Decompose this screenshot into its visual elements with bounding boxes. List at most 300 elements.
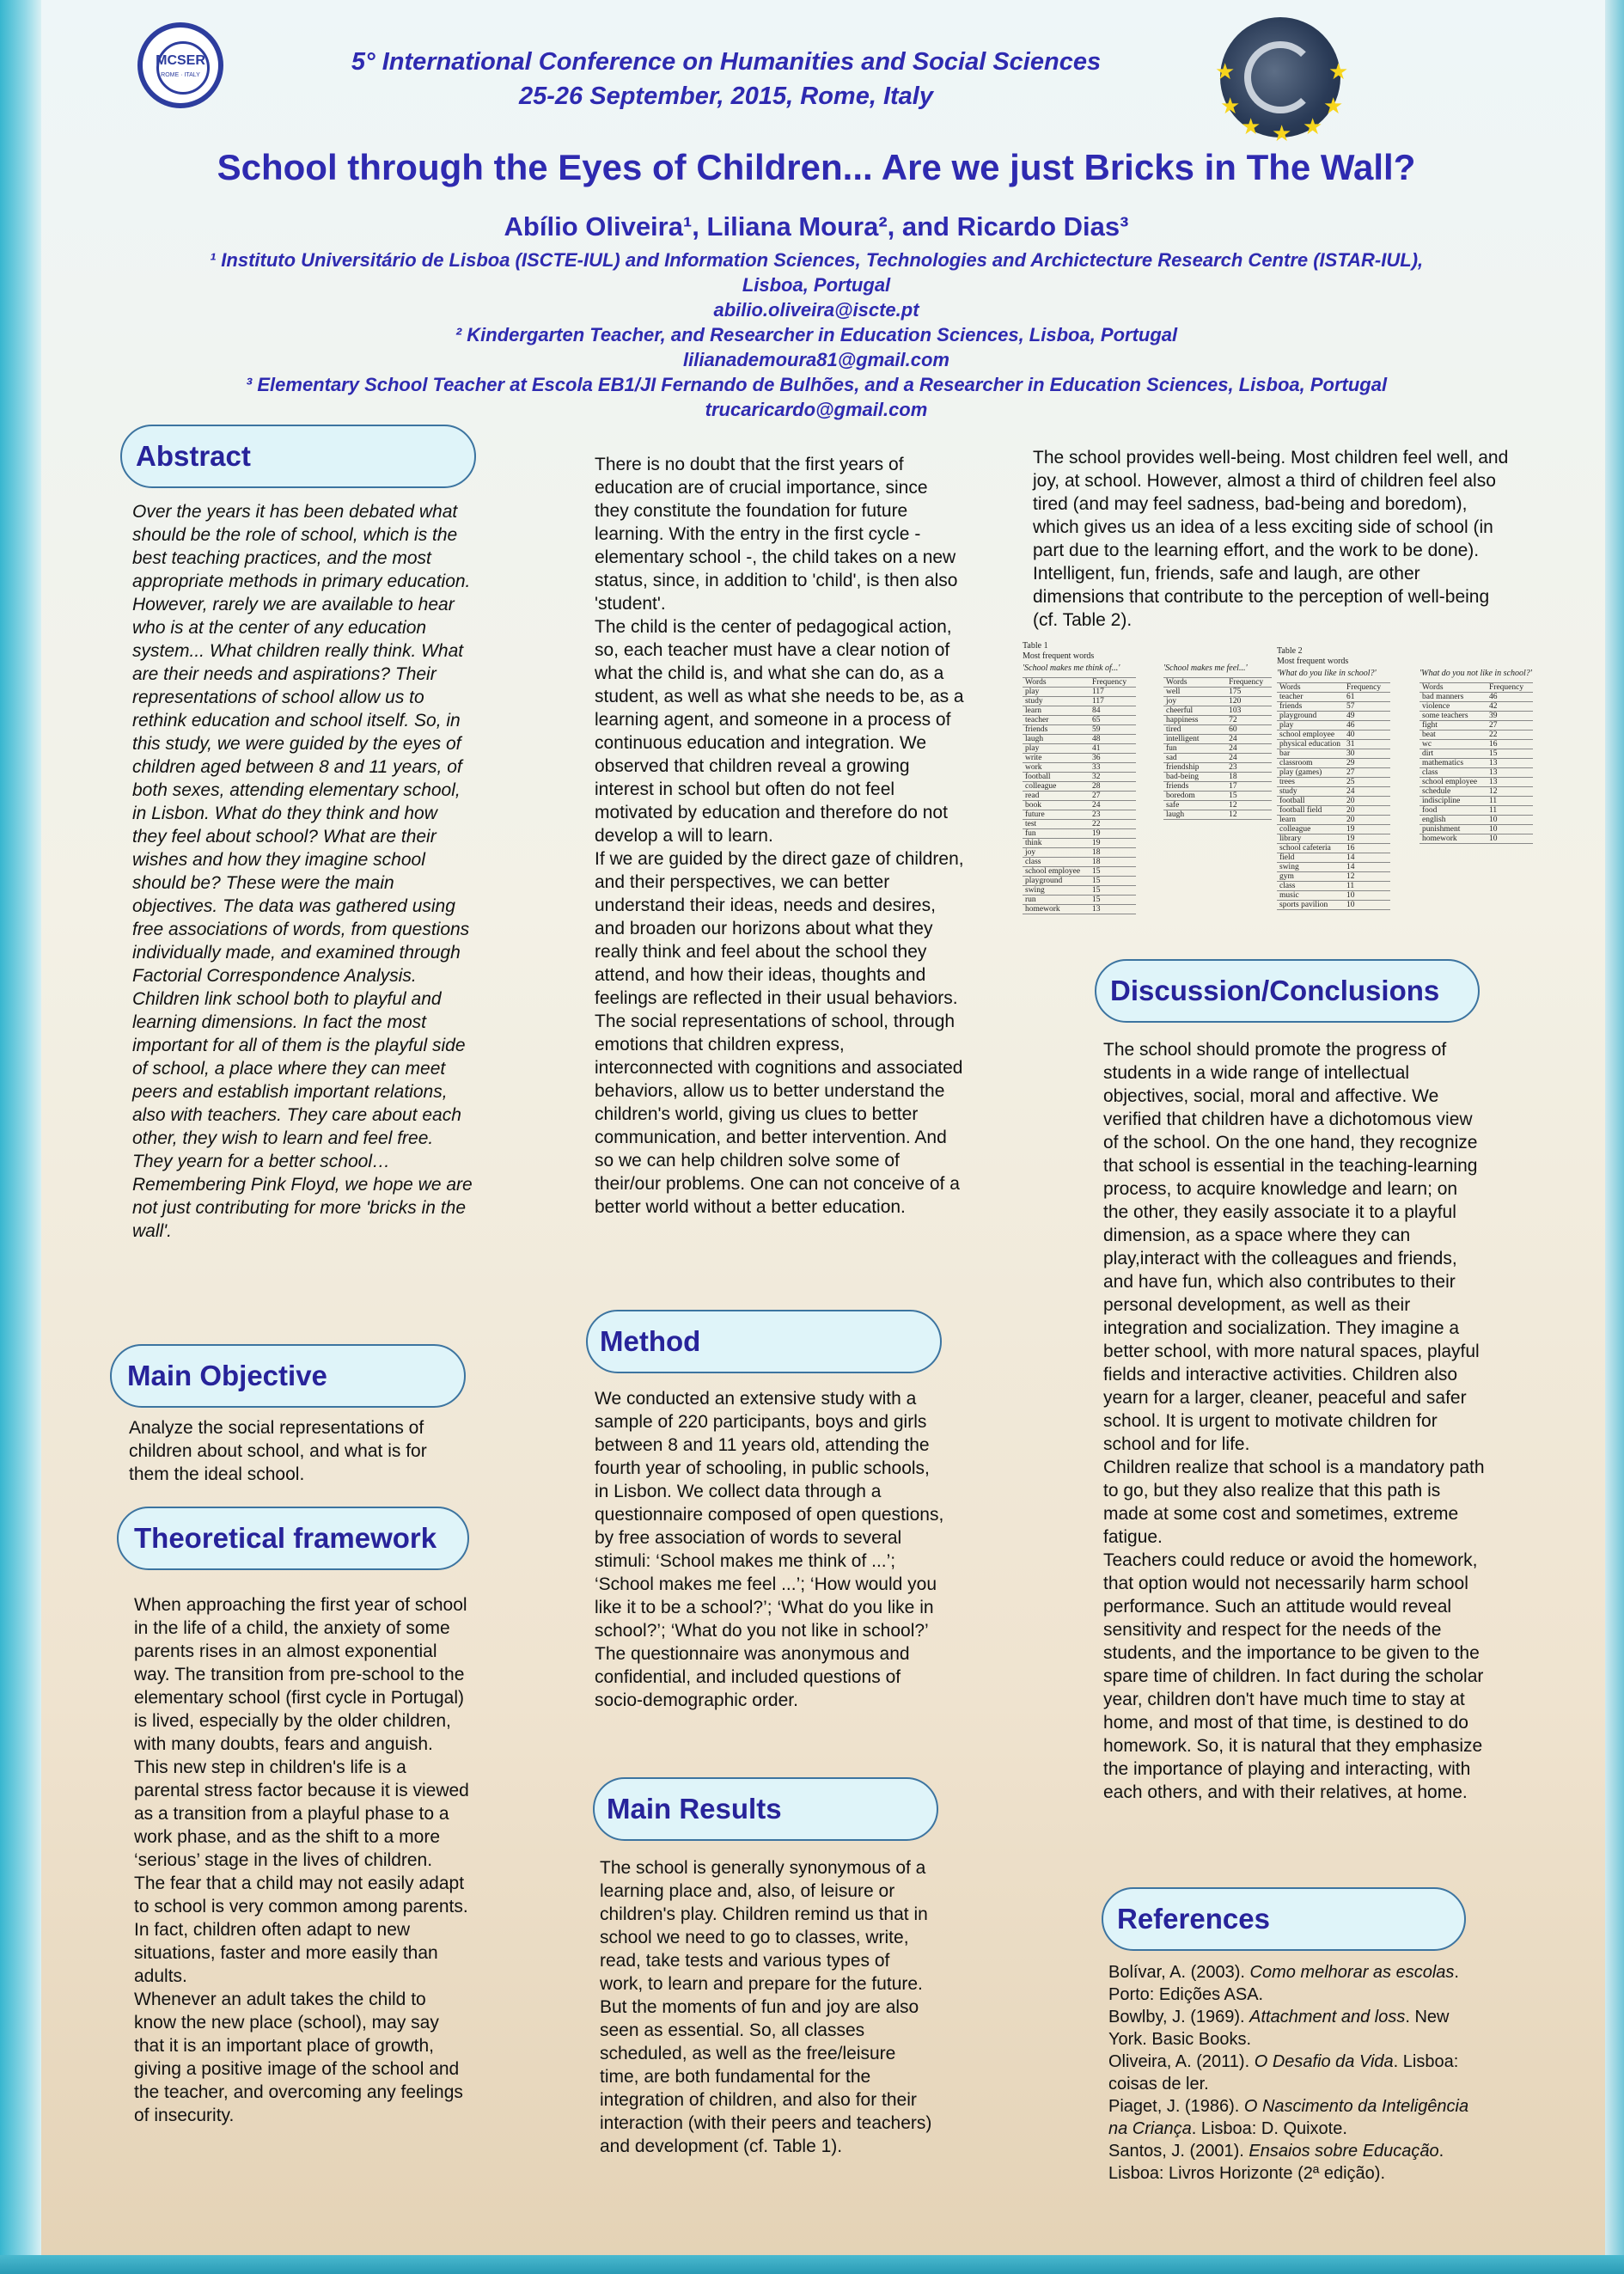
table-frequency-cell: 19 <box>1344 834 1390 844</box>
table-frequency-cell: 14 <box>1344 863 1390 872</box>
method-paragraph: We conducted an extensive study with a sample of 220 participants, boys and girls between 8 and 11 years old, attending the fourth year of schooling, in public schools, in Lisbon. We collect data through a questionnaire composed of open questions, by free association of words to several stimuli: ‘School makes me think of ...’; ‘School makes me feel ...’; ‘How would you like it to be a school?’; ‘What do you like in school?’; ‘What do you not like in school?’ <box>595 1389 944 1641</box>
table-word-cell: trees <box>1277 778 1344 787</box>
table-header-cell: Frequency <box>1487 683 1533 693</box>
table-frequency-cell: 14 <box>1344 853 1390 863</box>
table-frequency-cell: 24 <box>1344 787 1390 797</box>
table-row <box>1023 896 1136 905</box>
table-frequency-cell: 20 <box>1344 806 1390 816</box>
table-frequency-cell: 117 <box>1090 688 1136 697</box>
table-header-cell: Frequency <box>1226 678 1272 688</box>
table-row <box>1277 702 1390 712</box>
table-row <box>1163 706 1272 716</box>
table-2-stimulus-a: 'What do you like in school?' <box>1277 669 1377 678</box>
table-frequency-cell: 24 <box>1226 744 1272 754</box>
table-1-caption: Table 1 <box>1023 641 1048 651</box>
table-word-cell: joy <box>1163 697 1226 706</box>
table-row <box>1023 763 1136 773</box>
table-word-cell: work <box>1023 763 1090 773</box>
reference-item: Santos, J. (2001). Ensaios sobre Educação. Lisboa: Livros Horizonte (2ª edição). <box>1108 2142 1444 2183</box>
table-word-cell: fun <box>1023 829 1090 839</box>
table-row <box>1023 782 1136 792</box>
table-word-cell: school employee <box>1419 778 1487 787</box>
table-frequency-cell: 46 <box>1487 693 1533 702</box>
table-word-cell: teacher <box>1277 693 1344 702</box>
table-frequency-cell: 41 <box>1090 744 1136 754</box>
table-row <box>1023 810 1136 820</box>
discussion-paragraph: The school should promote the progress of students in a wide range of intellectual objectives, social, moral and affective. We verified that children have a dichotomous view of the school. On the one hand, they recognize that school is essential in the teaching-learning process, to acquire knowledge and learn; on the other, they easily associate it to a playful dimension, as a space where they can play,interact with the colleagues and friends, and have fun, which also contributes to their personal development, as well as their integration and socialization. They imagine a better school, with more natural spaces, playful fields and interactive activities. Children also yearn for a larger, cleaner, peaceful and safer school. It is urgent to motivate children for school and for life. <box>1103 1040 1480 1454</box>
table-frequency-cell: 18 <box>1090 858 1136 867</box>
table-word-cell: physical education <box>1277 740 1344 749</box>
table-row <box>1023 905 1136 914</box>
table-header-cell: Frequency <box>1090 678 1136 688</box>
table-row <box>1277 891 1390 901</box>
discussion-heading: Discussion/Conclusions <box>1095 959 1480 1023</box>
table-frequency-cell: 15 <box>1090 867 1136 877</box>
table-row <box>1419 768 1533 778</box>
affiliation-line: ² Kindergarten Teacher, and Researcher in Education Sciences, Lisboa, Portugal <box>455 324 1178 345</box>
table-row <box>1023 867 1136 877</box>
method-paragraph: The questionnaire was anonymous and confidential, and included questions of socio-demographic order. <box>595 1644 910 1710</box>
table-row <box>1419 702 1533 712</box>
table-row <box>1277 872 1390 882</box>
affiliation-line: ¹ Instituto Universitário de Lisboa (ISCTE-IUL) and Information Sciences, Technologies and Archictecture Research Centre (ISTAR-IUL), <box>209 249 1424 271</box>
table-word-cell: play <box>1023 688 1090 697</box>
table-word-cell: beat <box>1419 730 1487 740</box>
table-word-cell: play (games) <box>1277 768 1344 778</box>
table-header-row <box>1419 683 1533 693</box>
table-word-cell: homework <box>1419 834 1487 844</box>
table-row <box>1277 834 1390 844</box>
table-row <box>1277 759 1390 768</box>
table-frequency-cell: 28 <box>1090 782 1136 792</box>
table-row <box>1277 768 1390 778</box>
table-row <box>1163 810 1272 820</box>
table-row <box>1277 721 1390 730</box>
table-row <box>1163 763 1272 773</box>
theoretical-paragraph: Whenever an adult takes the child to know the new place (school), may say that it is an important place of growth, giving a positive image of the school and the teacher, and overcoming any feelings of insecurity. <box>134 1990 463 2125</box>
table-frequency-cell: 30 <box>1344 749 1390 759</box>
table-row <box>1023 725 1136 735</box>
table-word-cell: football field <box>1277 806 1344 816</box>
table-frequency-cell: 57 <box>1344 702 1390 712</box>
table-1b <box>1163 677 1272 820</box>
table-header-cell: Words <box>1023 678 1090 688</box>
table-frequency-cell: 22 <box>1487 730 1533 740</box>
theoretical-framework-heading: Theoretical framework <box>117 1507 469 1570</box>
table-row <box>1023 688 1136 697</box>
table-word-cell: boredom <box>1163 792 1226 801</box>
table-word-cell: class <box>1277 882 1344 891</box>
reference-item: Bowlby, J. (1969). Attachment and loss. New York. Basic Books. <box>1108 2008 1450 2049</box>
table-word-cell: schedule <box>1419 787 1487 797</box>
table-word-cell: colleague <box>1277 825 1344 834</box>
table-frequency-cell: 23 <box>1226 763 1272 773</box>
table-frequency-cell: 120 <box>1226 697 1272 706</box>
table-row <box>1163 782 1272 792</box>
theoretical-paragraph: The fear that a child may not easily adapt to school is very common among parents. In fact, children often adapt to new situations, faster and more easily than adults. <box>134 1874 468 1986</box>
table-frequency-cell: 13 <box>1090 905 1136 914</box>
table-frequency-cell: 175 <box>1226 688 1272 697</box>
table-row <box>1277 778 1390 787</box>
discussion-text <box>1103 1038 1487 1804</box>
table-1a <box>1023 677 1136 914</box>
table-frequency-cell: 10 <box>1487 816 1533 825</box>
table-frequency-cell: 72 <box>1226 716 1272 725</box>
table-row <box>1163 754 1272 763</box>
table-word-cell: school employee <box>1023 867 1090 877</box>
table-word-cell: learn <box>1277 816 1344 825</box>
star-icon: ★ <box>1323 93 1344 119</box>
table-word-cell: write <box>1023 754 1090 763</box>
table-row <box>1277 797 1390 806</box>
left-decorative-strip <box>0 0 41 2274</box>
table-row <box>1419 816 1533 825</box>
table-word-cell: music <box>1277 891 1344 901</box>
table-word-cell: punishment <box>1419 825 1487 834</box>
table-row <box>1277 863 1390 872</box>
table-row <box>1419 740 1533 749</box>
table-row <box>1163 792 1272 801</box>
table-frequency-cell: 11 <box>1344 882 1390 891</box>
table-word-cell: fun <box>1163 744 1226 754</box>
table-frequency-cell: 39 <box>1487 712 1533 721</box>
table-word-cell: happiness <box>1163 716 1226 725</box>
table-frequency-cell: 65 <box>1090 716 1136 725</box>
table-2b <box>1419 682 1533 844</box>
star-icon: ★ <box>1272 120 1292 146</box>
table-frequency-cell: 27 <box>1090 792 1136 801</box>
conference-dates: 25-26 September, 2015, Rome, Italy <box>519 83 933 110</box>
table-frequency-cell: 15 <box>1090 877 1136 886</box>
table-row <box>1023 744 1136 754</box>
table-row <box>1277 787 1390 797</box>
table-word-cell: study <box>1277 787 1344 797</box>
table-word-cell: joy <box>1023 848 1090 858</box>
table-word-cell: playground <box>1023 877 1090 886</box>
table-frequency-cell: 42 <box>1487 702 1533 712</box>
table-frequency-cell: 27 <box>1344 768 1390 778</box>
table-row <box>1419 759 1533 768</box>
table-word-cell: future <box>1023 810 1090 820</box>
table-frequency-cell: 46 <box>1344 721 1390 730</box>
table-word-cell: field <box>1277 853 1344 863</box>
table-frequency-cell: 40 <box>1344 730 1390 740</box>
table-word-cell: teacher <box>1023 716 1090 725</box>
table-word-cell: food <box>1419 806 1487 816</box>
table-word-cell: intelligent <box>1163 735 1226 744</box>
reference-item: Piaget, J. (1986). O Nascimento da Inteligência na Criança. Lisboa: D. Quixote. <box>1108 2097 1469 2138</box>
table-row <box>1419 730 1533 740</box>
poster-authors: Abílio Oliveira¹, Liliana Moura², and Ricardo Dias³ <box>504 211 1129 241</box>
table-frequency-cell: 24 <box>1226 754 1272 763</box>
table-frequency-cell: 13 <box>1487 778 1533 787</box>
right-decorative-strip <box>1605 0 1624 2274</box>
table-row <box>1419 749 1533 759</box>
table-word-cell: friends <box>1023 725 1090 735</box>
table-frequency-cell: 18 <box>1090 848 1136 858</box>
table-row <box>1277 749 1390 759</box>
table-frequency-cell: 48 <box>1090 735 1136 744</box>
table-2-stimulus-b: 'What do you not like in school?' <box>1419 669 1532 678</box>
table-frequency-cell: 10 <box>1487 825 1533 834</box>
table-row <box>1277 844 1390 853</box>
table-frequency-cell: 13 <box>1487 768 1533 778</box>
discussion-paragraph: Teachers could reduce or avoid the homework, that option would not necessarily harm school performance. Such an attitude would reveal sensitivity and respect for the needs of the students, and the importance to be given to the spare time of children. In fact during the scholar year, children don't have much time to stay at home, and most of that time, is destined to do homework. So, it is natural that they emphasize the importance of playing and interacting, with each others, and with their relatives, at home. <box>1103 1550 1484 1802</box>
table-row <box>1023 829 1136 839</box>
introduction-text <box>595 453 964 1219</box>
table-frequency-cell: 27 <box>1487 721 1533 730</box>
table-frequency-cell: 33 <box>1090 763 1136 773</box>
abstract-text <box>132 500 476 1243</box>
table-word-cell: cheerful <box>1163 706 1226 716</box>
table-1-group-a <box>1023 663 1136 914</box>
table-header-cell: Words <box>1163 678 1226 688</box>
table-word-cell: gym <box>1277 872 1344 882</box>
table-frequency-cell: 10 <box>1487 834 1533 844</box>
table-frequency-cell: 59 <box>1090 725 1136 735</box>
table-word-cell: some teachers <box>1419 712 1487 721</box>
table-row <box>1419 693 1533 702</box>
table-row <box>1277 693 1390 702</box>
table-word-cell: think <box>1023 839 1090 848</box>
table-row <box>1023 877 1136 886</box>
table-word-cell: fight <box>1419 721 1487 730</box>
table-row <box>1419 712 1533 721</box>
table-word-cell: classroom <box>1277 759 1344 768</box>
table-frequency-cell: 24 <box>1090 801 1136 810</box>
author-email: lilianademoura81@gmail.com <box>683 349 949 370</box>
table-row <box>1277 825 1390 834</box>
table-row <box>1419 787 1533 797</box>
theoretical-paragraph: When approaching the first year of school in the life of a child, the anxiety of some parents rises in an almost exponential way. The transition from pre-school to the elementary school (first cycle in Portugal) is lived, especially by the older children, with many doubts, fears and anguish. <box>134 1595 467 1754</box>
table-word-cell: safe <box>1163 801 1226 810</box>
table-word-cell: friends <box>1163 782 1226 792</box>
table-2 <box>1277 646 1543 909</box>
table-row <box>1163 725 1272 735</box>
table-row <box>1163 735 1272 744</box>
introduction-paragraph: The child is the center of pedagogical action, so, each teacher must have a clear notion of what the child is, and what she can do, as a student, as well as what she needs to be, as a learning agent, and someone in a process of continuous education and integration. We observed that children reveal a growing interest in school but often do not feel motivated by education and therefore do not develop a will to learn. <box>595 617 964 846</box>
method-heading: Method <box>586 1310 942 1373</box>
affiliations <box>77 248 1555 422</box>
references-heading: References <box>1102 1887 1466 1951</box>
table-word-cell: football <box>1023 773 1090 782</box>
star-icon: ★ <box>1303 113 1323 139</box>
table-1-stimulus-b: 'School makes me feel...' <box>1163 663 1248 673</box>
well-being-text: The school provides well-being. Most children feel well, and joy, at school. However, almost a third of children feel also tired (and may feel sadness, bad-being and boredom), which gives us an idea of a less exciting side of school (in part due to the learning effort, and the work to be done). Intelligent, fun, friends, safe and laugh, are other dimensions that contribute to the perception of well-being (cf. Table 2). <box>1033 448 1509 630</box>
reference-item: Oliveira, A. (2011). O Desafio da Vida. Lisboa: coisas de ler. <box>1108 2052 1459 2094</box>
table-frequency-cell: 10 <box>1344 901 1390 910</box>
star-icon: ★ <box>1220 93 1241 119</box>
table-frequency-cell: 19 <box>1344 825 1390 834</box>
table-frequency-cell: 117 <box>1090 697 1136 706</box>
table-row <box>1419 778 1533 787</box>
table-row <box>1163 744 1272 754</box>
table-frequency-cell: 12 <box>1344 872 1390 882</box>
table-frequency-cell: 15 <box>1226 792 1272 801</box>
table-header-cell: Frequency <box>1344 683 1390 693</box>
table-row <box>1163 716 1272 725</box>
table-row <box>1023 706 1136 716</box>
table-row <box>1023 754 1136 763</box>
table-row <box>1277 901 1390 910</box>
table-1-group-b <box>1163 663 1272 820</box>
table-row <box>1023 773 1136 782</box>
table-frequency-cell: 16 <box>1487 740 1533 749</box>
references-list <box>1108 1961 1487 2185</box>
table-row <box>1277 730 1390 740</box>
table-word-cell: school employee <box>1277 730 1344 740</box>
table-word-cell: play <box>1277 721 1344 730</box>
table-header-row <box>1023 678 1136 688</box>
table-2a <box>1277 682 1390 910</box>
table-frequency-cell: 23 <box>1090 810 1136 820</box>
main-results-heading: Main Results <box>593 1777 938 1841</box>
table-row <box>1277 806 1390 816</box>
table-row <box>1023 820 1136 829</box>
introduction-paragraph: If we are guided by the direct gaze of children, and their perspectives, we can better understand their ideas, needs and desires, and broaden our horizons about what they really think and feel about the school they attend, and how their ideas, thoughts and feelings are reflected in their usual behaviors. <box>595 849 964 1008</box>
table-word-cell: swing <box>1023 886 1090 896</box>
table-2-subcaption: Most frequent words <box>1277 657 1349 666</box>
table-word-cell: bad manners <box>1419 693 1487 702</box>
table-row <box>1419 721 1533 730</box>
bottom-decorative-strip <box>0 2255 1624 2274</box>
table-frequency-cell: 24 <box>1226 735 1272 744</box>
table-2-caption: Table 2 <box>1277 646 1303 656</box>
table-word-cell: laugh <box>1163 810 1226 820</box>
table-word-cell: read <box>1023 792 1090 801</box>
star-icon: ★ <box>1328 58 1349 84</box>
table-frequency-cell: 36 <box>1090 754 1136 763</box>
table-row <box>1277 740 1390 749</box>
table-word-cell: football <box>1277 797 1344 806</box>
table-2-group-a <box>1277 669 1390 910</box>
table-word-cell: learn <box>1023 706 1090 716</box>
star-icon: ★ <box>1215 58 1236 84</box>
table-row <box>1163 773 1272 782</box>
table-frequency-cell: 60 <box>1226 725 1272 735</box>
table-word-cell: mathematics <box>1419 759 1487 768</box>
table-row <box>1277 882 1390 891</box>
table-word-cell: test <box>1023 820 1090 829</box>
table-word-cell: swing <box>1277 863 1344 872</box>
table-frequency-cell: 15 <box>1487 749 1533 759</box>
mcser-logo-subtext: ROME · ITALY <box>161 72 200 78</box>
conference-globe-logo <box>1215 17 1349 146</box>
method-text <box>595 1387 947 1712</box>
table-header-row <box>1163 678 1272 688</box>
table-word-cell: study <box>1023 697 1090 706</box>
table-word-cell: play <box>1023 744 1090 754</box>
table-frequency-cell: 25 <box>1344 778 1390 787</box>
table-word-cell: bad-being <box>1163 773 1226 782</box>
table-row <box>1163 697 1272 706</box>
main-objective-text: Analyze the social representations of children about school, and what is for them the ideal school. <box>129 1418 427 1484</box>
table-frequency-cell: 12 <box>1226 801 1272 810</box>
star-icon: ★ <box>1241 113 1261 139</box>
table-word-cell: violence <box>1419 702 1487 712</box>
table-row <box>1163 801 1272 810</box>
table-word-cell: well <box>1163 688 1226 697</box>
table-1-subcaption: Most frequent words <box>1023 651 1095 661</box>
table-frequency-cell: 49 <box>1344 712 1390 721</box>
table-frequency-cell: 12 <box>1226 810 1272 820</box>
discussion-paragraph: Children realize that school is a mandatory path to go, but they also realize that this path is made at some cost and sometimes, extreme fatigue. <box>1103 1458 1485 1547</box>
table-word-cell: friends <box>1277 702 1344 712</box>
table-word-cell: bar <box>1277 749 1344 759</box>
table-frequency-cell: 11 <box>1487 797 1533 806</box>
table-word-cell: english <box>1419 816 1487 825</box>
table-frequency-cell: 32 <box>1090 773 1136 782</box>
table-frequency-cell: 22 <box>1090 820 1136 829</box>
mcser-logo <box>137 22 223 108</box>
table-word-cell: laugh <box>1023 735 1090 744</box>
table-frequency-cell: 17 <box>1226 782 1272 792</box>
table-row <box>1023 886 1136 896</box>
table-word-cell: class <box>1419 768 1487 778</box>
table-word-cell: tired <box>1163 725 1226 735</box>
conference-header <box>258 45 1194 113</box>
table-row <box>1163 688 1272 697</box>
table-header-cell: Words <box>1419 683 1487 693</box>
table-row <box>1023 792 1136 801</box>
table-row <box>1023 697 1136 706</box>
table-2-group-b <box>1419 669 1533 844</box>
table-row <box>1023 735 1136 744</box>
abstract-paragraph: Children link school both to playful and learning dimensions. In fact the most important for all of them is the playful side of school, a place where they can meet peers and establish important relations, also with teachers. They care about each other, they wish to learn and feel free. They yearn for a better school… Remembering Pink Floyd, we hope we are not just contributing for more 'bricks in the wall'. <box>132 989 473 1241</box>
table-word-cell: sports pavilion <box>1277 901 1344 910</box>
table-word-cell: dirt <box>1419 749 1487 759</box>
table-frequency-cell: 16 <box>1344 844 1390 853</box>
table-frequency-cell: 103 <box>1226 706 1272 716</box>
table-word-cell: homework <box>1023 905 1090 914</box>
theoretical-paragraph: This new step in children's life is a parental stress factor because it is viewed as a transition from a playful phase to a work phase, and as the shift to a more ‘serious’ stage in the lives of children. <box>134 1757 469 1870</box>
table-frequency-cell: 13 <box>1487 759 1533 768</box>
introduction-paragraph: There is no doubt that the first years of education are of crucial importance, since they constitute the foundation for future learning. With the entry in the first cycle - elementary school -, the child takes on a new status, since, in addition to 'child', is then also 'student'. <box>595 455 958 614</box>
abstract-paragraph: Over the years it has been debated what should be the role of school, which is the best teaching practices, and the most appropriate methods in primary education. However, rarely we are available to hear who is at the center of any education system... What children really think. What are their needs and aspirations? Their representations of school allow us to rethink education and school itself. So, in this study, we were guided by the eyes of children aged between 8 and 11 years, of both sexes, attending elementary school, in Lisbon. What do they think and how they feel about school? What are their wishes and how they imagine school should be? These were the main objectives. The data was gathered using free associations of words, from questions individually made, and examined through Factorial Correspondence Analysis. <box>132 502 471 986</box>
table-row <box>1277 712 1390 721</box>
table-word-cell: colleague <box>1023 782 1090 792</box>
reference-item: Bolívar, A. (2003). Como melhorar as escolas. Porto: Edições ASA. <box>1108 1963 1459 2004</box>
table-row <box>1277 853 1390 863</box>
table-word-cell: school cafeteria <box>1277 844 1344 853</box>
table-row <box>1023 858 1136 867</box>
main-results-text: The school is generally synonymous of a learning place and, also, of leisure or children's play. Children remind us that in school we need to go to classes, write, read, take tests and various types of work, to learn and prepare for the future. But the moments of fun and joy are also seen as essential. So, all classes scheduled, as well as the free/leisure time, are both fundamental for the integration of children, and also for their interaction (with their peers and teachers) and development (cf. Table 1). <box>600 1858 932 2156</box>
table-frequency-cell: 31 <box>1344 740 1390 749</box>
author-email: abilio.oliveira@iscte.pt <box>713 299 919 321</box>
abstract-heading: Abstract <box>120 425 476 488</box>
table-row <box>1419 806 1533 816</box>
poster-title: School through the Eyes of Children... Are we just Bricks in The Wall? <box>217 147 1416 187</box>
table-word-cell: run <box>1023 896 1090 905</box>
table-frequency-cell: 18 <box>1226 773 1272 782</box>
table-word-cell: class <box>1023 858 1090 867</box>
affiliation-line: Lisboa, Portugal <box>742 274 891 296</box>
table-row <box>1419 825 1533 834</box>
affiliation-line: ³ Elementary School Teacher at Escola EB1/JI Fernando de Bulhões, and a Researcher in Education Sciences, Lisboa, Portugal <box>245 374 1388 395</box>
table-frequency-cell: 20 <box>1344 797 1390 806</box>
table-frequency-cell: 29 <box>1344 759 1390 768</box>
table-word-cell: wc <box>1419 740 1487 749</box>
table-frequency-cell: 11 <box>1487 806 1533 816</box>
table-1 <box>1023 641 1272 914</box>
introduction-paragraph: The social representations of school, through emotions that children express, interconnected with cognitions and associated behaviors, allow us to better understand the children's world, giving us clues to better communication, and better intervention. And so we can help children solve some of their/our problems. One can not conceive of a better world without a better education. <box>595 1012 963 1217</box>
table-frequency-cell: 61 <box>1344 693 1390 702</box>
main-objective-heading: Main Objective <box>110 1344 466 1408</box>
table-row <box>1023 839 1136 848</box>
table-word-cell: book <box>1023 801 1090 810</box>
table-word-cell: sad <box>1163 754 1226 763</box>
table-row <box>1419 797 1533 806</box>
